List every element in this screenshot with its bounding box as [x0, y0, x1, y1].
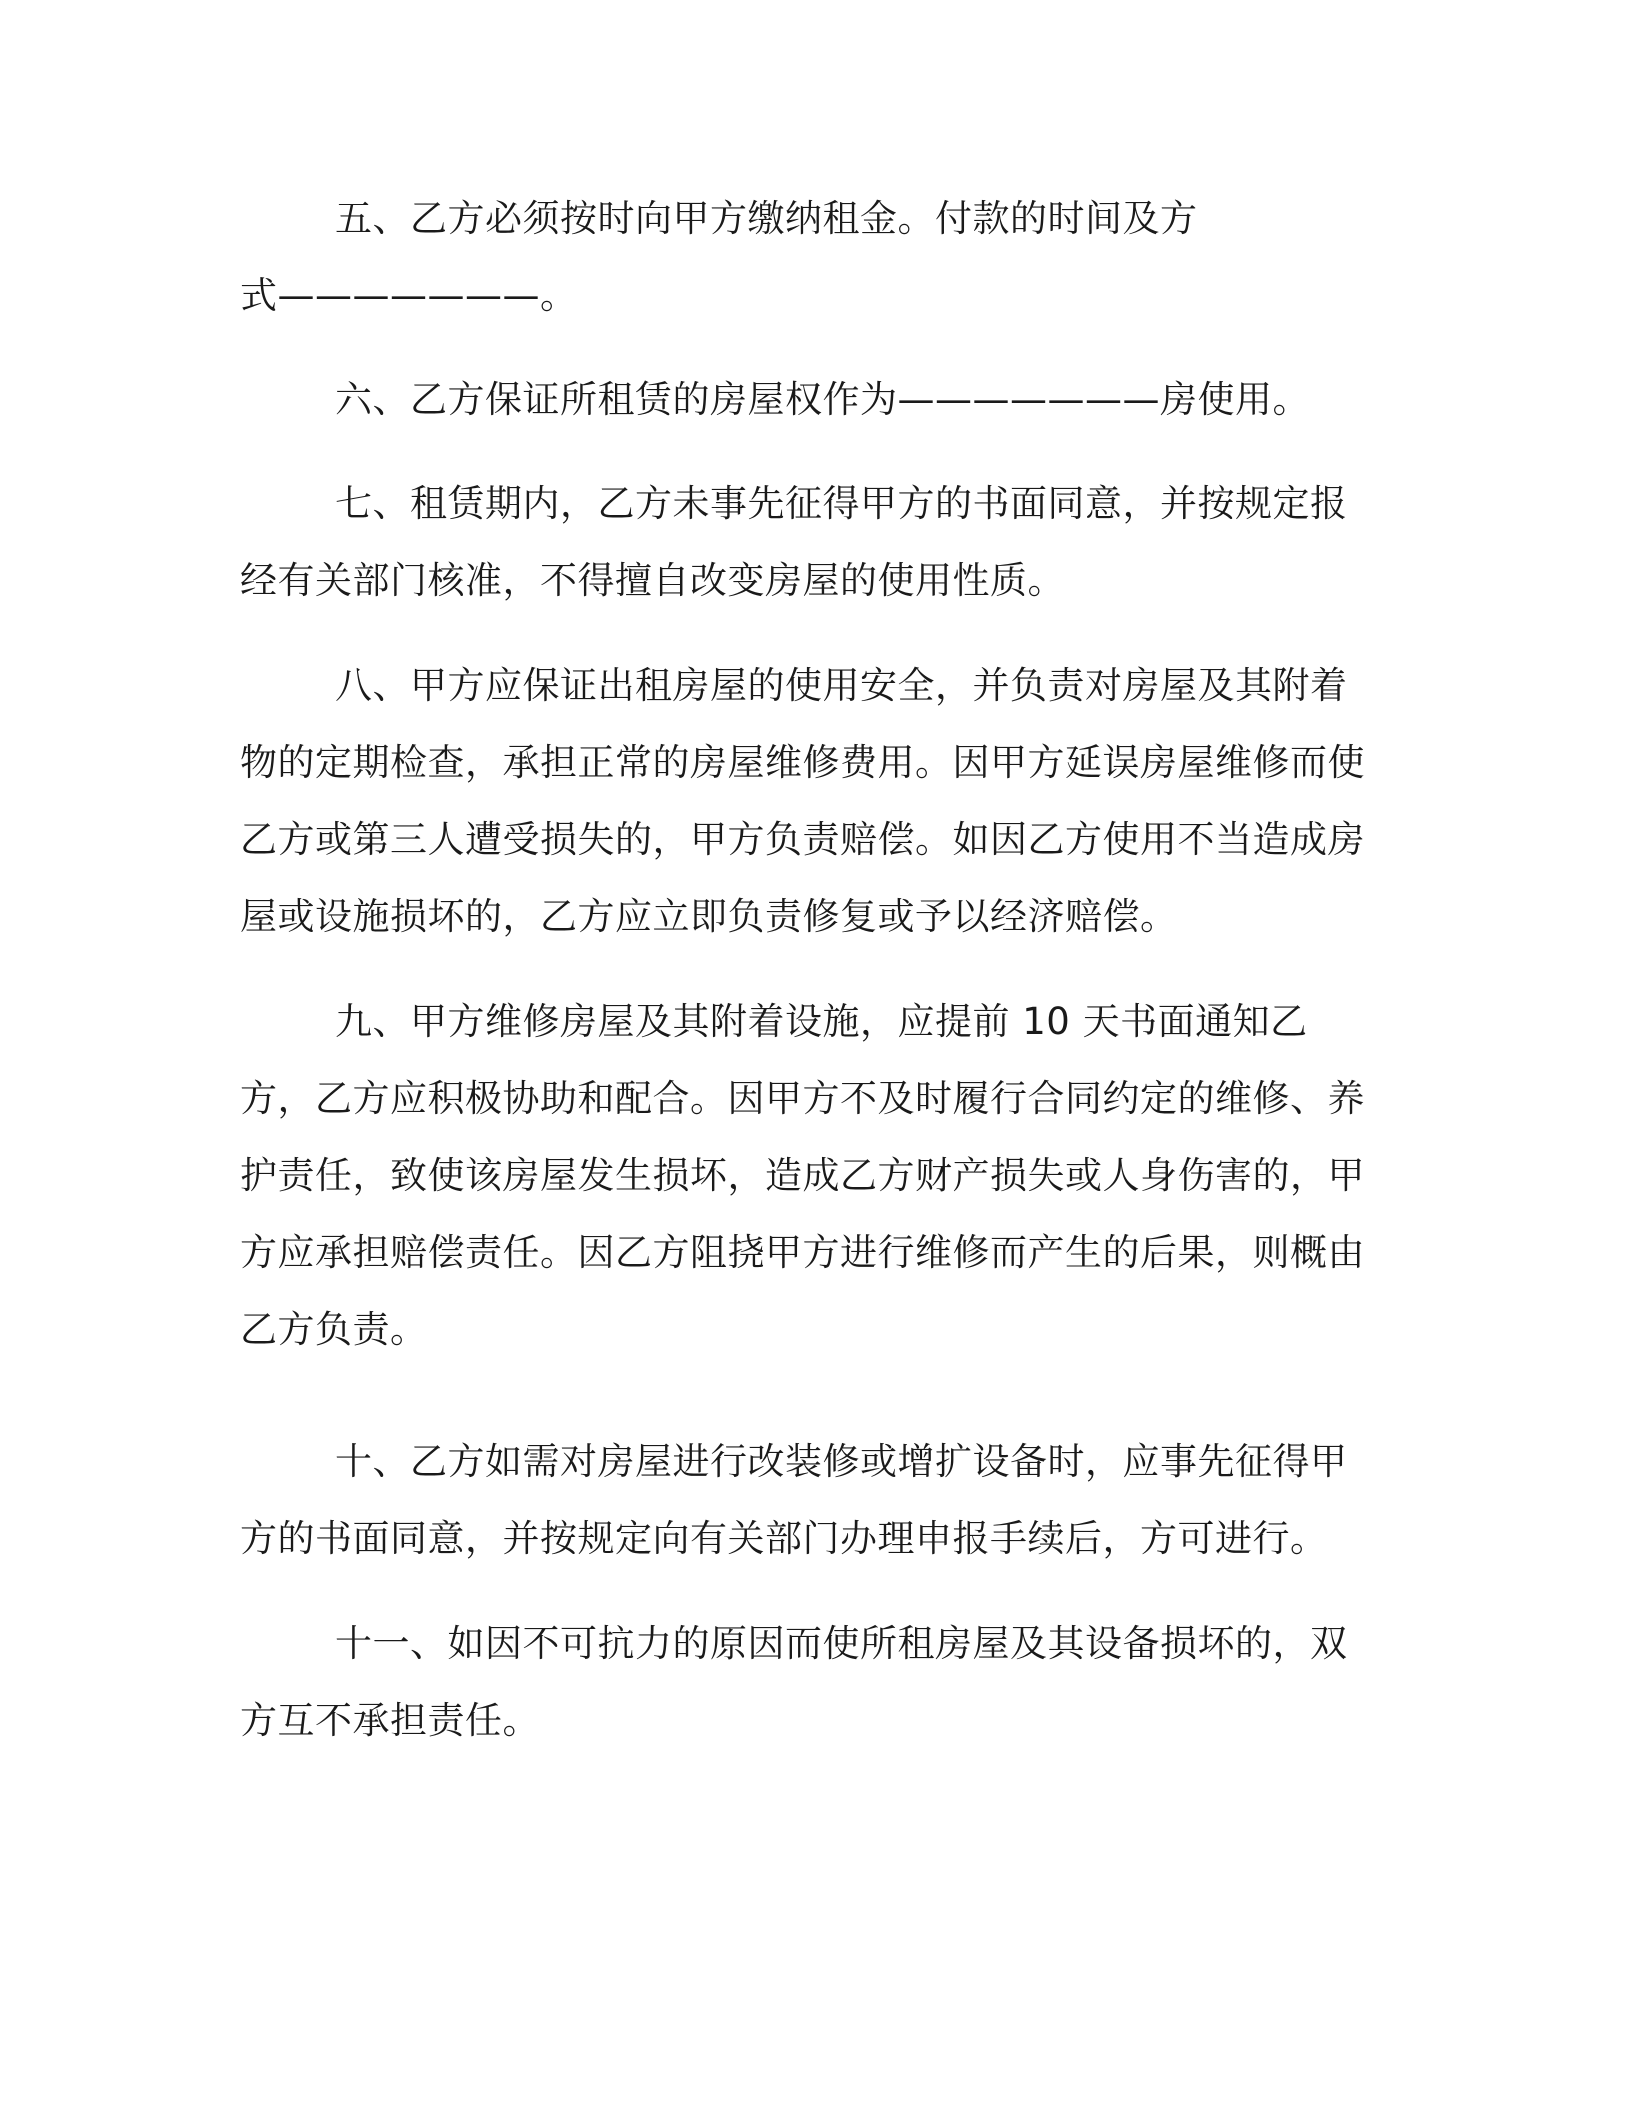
clause-7: 七、租赁期内，乙方未事先征得甲方的书面同意，并按规定报经有关部门核准，不得擅自改变房屋的使用性质。	[240, 482, 1348, 602]
clause-5: 五、乙方必须按时向甲方缴纳租金。付款的时间及方式———————。	[240, 197, 1198, 317]
clause-9: 九、甲方维修房屋及其附着设施，应提前 10 天书面通知乙方，乙方应积极协助和配合。因甲方不及时履行合同约定的维修、养护责任，致使该房屋发生损坏，造成乙方财产损失或人身伤害的，甲方应承担赔偿责任。因乙方阻挠甲方进行维修而产生的后果，则概由乙方负责。	[240, 1000, 1365, 1351]
clause-6: 六、乙方保证所租赁的房屋权作为———————房使用。	[335, 378, 1310, 421]
clause-10: 十、乙方如需对房屋进行改装修或增扩设备时，应事先征得甲方的书面同意，并按规定向有关部门办理申报手续后，方可进行。	[240, 1440, 1348, 1560]
clause-11: 十一、如因不可抗力的原因而使所租房屋及其设备损坏的，双方互不承担责任。	[240, 1622, 1348, 1742]
clause-8: 八、甲方应保证出租房屋的使用安全，并负责对房屋及其附着物的定期检查，承担正常的房屋维修费用。因甲方延误房屋维修而使乙方或第三人遭受损失的，甲方负责赔偿。如因乙方使用不当造成房屋或设施损坏的，乙方应立即负责修复或予以经济赔偿。	[240, 664, 1365, 938]
